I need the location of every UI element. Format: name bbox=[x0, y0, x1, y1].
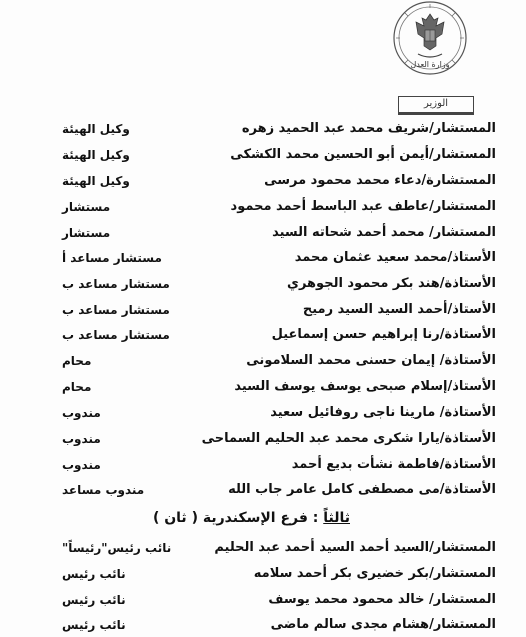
member-name: الأستاذ/أحمد السيد السيد رميح bbox=[302, 302, 496, 317]
list-item bbox=[0, 562, 526, 586]
list-item bbox=[0, 246, 526, 270]
list-item bbox=[0, 536, 526, 560]
member-title: محام bbox=[62, 380, 92, 394]
list-item bbox=[0, 272, 526, 296]
member-name: المستشار/ محمد أحمد شحاته السيد bbox=[272, 225, 496, 240]
section-label: : فرع الإسكندرية ( ثان ) bbox=[152, 510, 319, 526]
member-name: الأستاذة/ مارينا ناجى روفائيل سعيد bbox=[270, 405, 496, 420]
member-title: مندوب مساعد bbox=[62, 483, 145, 497]
list-item bbox=[0, 427, 526, 451]
office-tag: الوزير bbox=[398, 96, 474, 115]
list-item bbox=[0, 478, 526, 502]
member-name: الأستاذة/يارا شكرى محمد عبد الحليم السماحى bbox=[201, 431, 496, 446]
member-name: الأستاذة/مى مصطفى كامل عامر جاب الله bbox=[228, 482, 496, 497]
member-name: المستشار/بكر خضيرى بكر أحمد سلامه bbox=[253, 566, 496, 581]
member-title: مندوب bbox=[62, 406, 101, 420]
member-name: المستشار/السيد أحمد السيد أحمد عبد الحليم bbox=[214, 540, 496, 555]
list-item bbox=[0, 169, 526, 193]
list-item bbox=[0, 323, 526, 347]
member-name: المستشار/شريف محمد عبد الحميد زهره bbox=[241, 121, 496, 136]
list-item bbox=[0, 588, 526, 612]
member-title: مندوب bbox=[62, 432, 101, 446]
member-title: مستشار bbox=[62, 226, 111, 240]
member-title: نائب رئيس bbox=[62, 618, 126, 632]
list-item bbox=[0, 401, 526, 425]
list-item bbox=[0, 143, 526, 167]
list-item bbox=[0, 375, 526, 399]
member-title: مستشار bbox=[62, 200, 111, 214]
list-item bbox=[0, 453, 526, 477]
member-title: وكيل الهيئة bbox=[62, 148, 130, 162]
member-name: المستشار/أيمن أبو الحسين محمد الكشكى bbox=[230, 147, 496, 162]
member-name: الأستاذة/ إيمان حسنى محمد السلامونى bbox=[246, 353, 496, 368]
section-heading bbox=[150, 505, 350, 531]
list-item bbox=[0, 349, 526, 373]
seal-caption: وزارة العدل bbox=[410, 60, 450, 69]
member-name: الأستاذة/فاطمة نشأت بديع أحمد bbox=[291, 457, 496, 472]
list-item bbox=[0, 195, 526, 219]
member-name: الأستاذة/هند بكر محمود الجوهري bbox=[287, 276, 496, 291]
member-name: المستشارة/دعاء محمد محمود مرسى bbox=[264, 173, 496, 188]
member-name: المستشار/ خالد محمود محمد يوسف bbox=[268, 592, 496, 607]
list-item bbox=[0, 613, 526, 637]
list-item bbox=[0, 298, 526, 322]
member-title: مستشار مساعد أ bbox=[62, 251, 162, 265]
member-title: مستشار مساعد ب bbox=[62, 277, 170, 291]
member-title: نائب رئيس bbox=[62, 593, 126, 607]
member-name: الأستاذة/رنا إبراهيم حسن إسماعيل bbox=[271, 327, 496, 342]
member-title: مندوب bbox=[62, 458, 101, 472]
member-title: وكيل الهيئة bbox=[62, 122, 130, 136]
member-title: نائب رئيس bbox=[62, 567, 126, 581]
member-name: المستشار/هشام مجدى سالم ماضى bbox=[270, 617, 496, 632]
member-title: محام bbox=[62, 354, 92, 368]
member-title: نائب رئيس"رئيساً" bbox=[62, 541, 172, 555]
member-title: مستشار مساعد ب bbox=[62, 303, 170, 317]
member-title: وكيل الهيئة bbox=[62, 174, 130, 188]
member-name: الأستاذ/محمد سعيد عثمان محمد bbox=[294, 250, 496, 265]
member-name: المستشار/عاطف عبد الباسط أحمد محمود bbox=[230, 199, 496, 214]
section-ordinal: ثالثاً bbox=[323, 510, 350, 526]
list-item bbox=[0, 117, 526, 141]
member-title: مستشار مساعد ب bbox=[62, 328, 170, 342]
list-item bbox=[0, 221, 526, 245]
member-name: الأستاذ/إسلام صبحى يوسف يوسف السيد bbox=[234, 379, 496, 394]
